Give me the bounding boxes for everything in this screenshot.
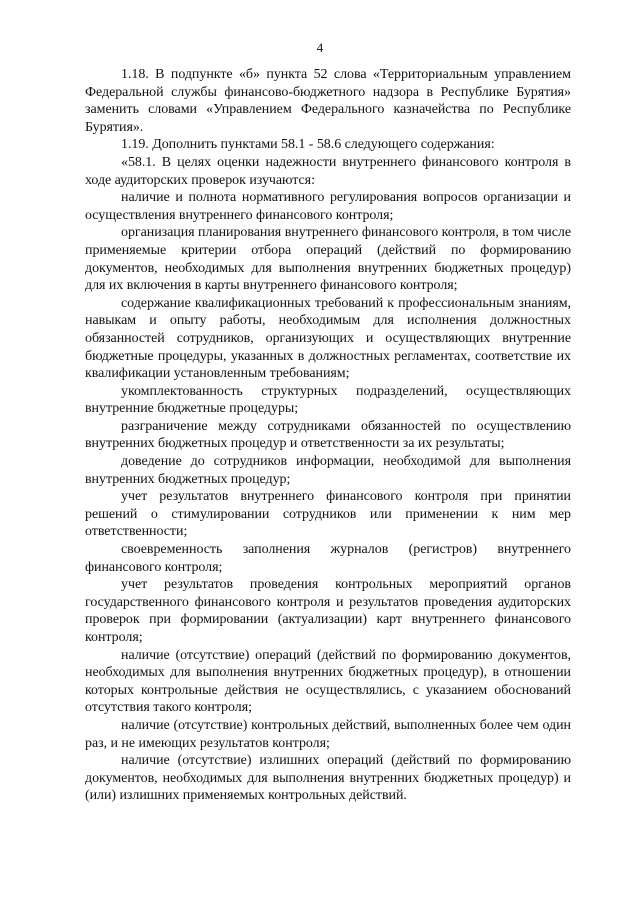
- list-item: доведение до сотрудников информации, необходимой для выполнения внутренних бюджетных процедур;: [85, 454, 571, 487]
- document-body: [85, 66, 571, 805]
- list-item: организация планирования внутреннего финансового контроля, в том числе применяемые критерии отбора операций (действий по формированию документов, необходимых для выполнения внутренних бюджетных процедур) для их включения в карты внутреннего финансового контроля;: [85, 225, 571, 294]
- paragraph-58-1: «58.1. В целях оценки надежности внутреннего финансового контроля в ходе аудиторских проверок изучаются:: [85, 154, 571, 188]
- list-item: учет результатов внутреннего финансового контроля при принятии решений о стимулировании сотрудников или применении к ним мер ответственности;: [85, 489, 571, 540]
- list-item: разграничение между сотрудниками обязанностей по осуществлению внутренних бюджетных процедур и ответственности за их результаты;: [85, 418, 571, 452]
- list-item: наличие (отсутствие) излишних операций (действий по формированию документов, необходимых для выполнения внутренних бюджетных процедур) и (или) излишних применяемых контрольных действий.: [85, 753, 571, 804]
- list-item: наличие (отсутствие) операций (действий по формированию документов, необходимых для выполнения внутренних бюджетных процедур), в отношении которых контрольные действия не осуществлялись, с указанием обоснований отсутствия такого контроля;: [85, 647, 571, 716]
- list-item: учет результатов проведения контрольных мероприятий органов государственного финансового контроля и результатов проведения аудиторских проверок при формировании (актуализации) карт внутреннего финансового контроля;: [85, 577, 571, 645]
- list-item: укомплектованность структурных подразделений, осуществляющих внутренние бюджетные процедуры;: [85, 383, 571, 417]
- list-item: содержание квалификационных требований к профессиональным знаниям, навыкам и опыту работы, необходимым для исполнения должностных обязанностей сотрудников, организующих и осуществляющих внутренние бюджетные процедуры, указанных в должностных регламентах, соответствие их квалификации установленным требованиям;: [85, 295, 571, 382]
- list-item: наличие (отсутствие) контрольных действий, выполненных более чем один раз, и не имеющих результатов контроля;: [85, 717, 571, 751]
- paragraph-1-18: 1.18. В подпункте «б» пункта 52 слова «Территориальным управлением Федеральной службы финансово-бюджетного надзора в Республике Бурятия» заменить словами «Управлением Федерального казначейства по Республике Бурятия».: [85, 67, 571, 135]
- page-number: 4: [316, 40, 324, 55]
- list-item: своевременность заполнения журналов (регистров) внутреннего финансового контроля;: [85, 542, 571, 575]
- list-item: наличие и полнота нормативного регулирования вопросов организации и осуществления внутреннего финансового контроля;: [85, 190, 571, 223]
- paragraph-1-19: 1.19. Дополнить пунктами 58.1 - 58.6 следующего содержания:: [121, 137, 495, 153]
